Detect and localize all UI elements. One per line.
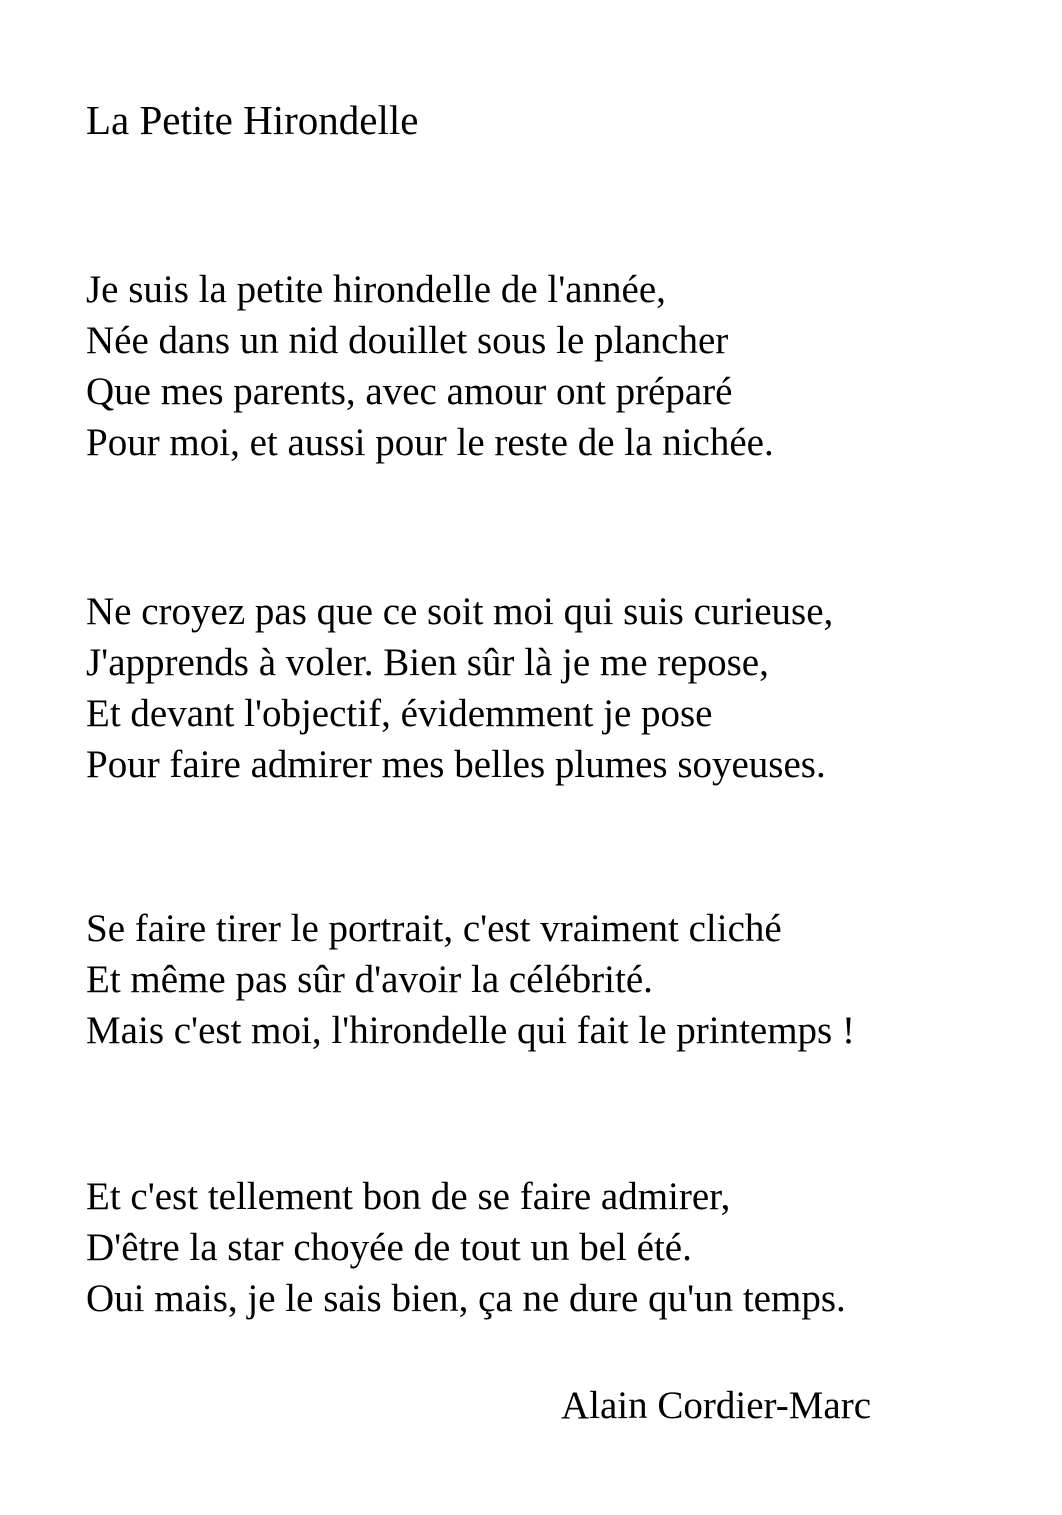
poem-line: Oui mais, je le sais bien, ça ne dure qu'un temps. (86, 1277, 846, 1320)
stanza-4 (86, 1171, 846, 1324)
poem-author: Alain Cordier-Marc (561, 1384, 872, 1427)
poem-line: Et devant l'objectif, évidemment je pose (86, 692, 713, 735)
poem-line: Et même pas sûr d'avoir la célébrité. (86, 958, 653, 1001)
poem-line: Que mes parents, avec amour ont préparé (86, 370, 733, 413)
poem-line: J'apprends à voler. Bien sûr là je me repose, (86, 641, 769, 684)
poem-line: Et c'est tellement bon de se faire admirer, (86, 1175, 731, 1218)
poem-line: Je suis la petite hirondelle de l'année, (86, 268, 666, 311)
stanza-1 (86, 264, 774, 468)
poem-line: Mais c'est moi, l'hirondelle qui fait le printemps ! (86, 1009, 855, 1052)
poem-line: Se faire tirer le portrait, c'est vraiment cliché (86, 907, 782, 950)
poem-line: Pour moi, et aussi pour le reste de la nichée. (86, 421, 774, 464)
poem-line: Pour faire admirer mes belles plumes soyeuses. (86, 743, 826, 786)
poem-line: Née dans un nid douillet sous le plancher (86, 319, 729, 362)
poem-line: D'être la star choyée de tout un bel été. (86, 1226, 692, 1269)
poem-title: La Petite Hirondelle (86, 97, 419, 143)
stanza-3 (86, 903, 855, 1056)
stanza-2 (86, 586, 833, 790)
poem-line: Ne croyez pas que ce soit moi qui suis curieuse, (86, 590, 834, 633)
